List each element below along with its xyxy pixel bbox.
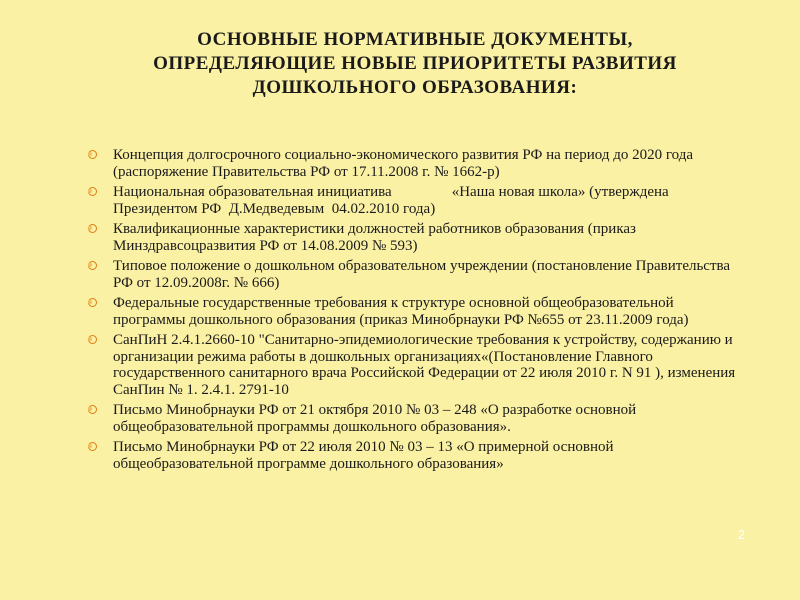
list-item — [86, 295, 736, 328]
list-item — [86, 221, 736, 254]
list-item — [86, 332, 736, 398]
bullet-circle-icon — [88, 335, 97, 344]
title-line-2: ОПРЕДЕЛЯЮЩИЕ НОВЫЕ ПРИОРИТЕТЫ РАЗВИТИЯ — [153, 53, 677, 74]
list-item — [86, 439, 736, 472]
bullet-circle-icon — [88, 405, 97, 414]
list-item-text: Квалификационные характеристики должностей работников образования (приказ Минздравсоцразвития РФ от 14.08.2009 № 593) — [113, 221, 636, 254]
bullet-circle-icon — [88, 261, 97, 270]
documents-list — [86, 147, 736, 476]
list-item — [86, 147, 736, 180]
list-item-text: Письмо Минобрнауки РФ от 21 октября 2010 № 03 – 248 «О разработке основной общеобразовательной программы дошкольного образования». — [113, 402, 637, 435]
title-line-1: ОСНОВНЫЕ НОРМАТИВНЫЕ ДОКУМЕНТЫ, — [197, 29, 633, 50]
list-item-text: Федеральные государственные требования к структуре основной общеобразовательной программы дошкольного образования (приказ Минобрнауки РФ №655 от 23.11.2009 года) — [113, 295, 689, 328]
list-item-text: Концепция долгосрочного социально-экономического развития РФ на период до 2020 года (распоряжение Правительства РФ от 17.11.2008 г. № 1662-р) — [113, 147, 693, 180]
list-item — [86, 184, 736, 217]
bullet-circle-icon — [88, 442, 97, 451]
list-item-text: СанПиН 2.4.1.2660-10 "Санитарно-эпидемиологические требования к устройству, содержанию и организации режима работы в дошкольных организациях«(Постановление Главного государственного санитарного врача Российской Федерации от 22 июля 2010 г. N 91 ), изменения СанПин № 1. 2.4.1. 2791-10 — [113, 332, 736, 398]
bullet-circle-icon — [88, 224, 97, 233]
bullet-circle-icon — [88, 298, 97, 307]
page-number: 2 — [737, 527, 745, 542]
bullet-circle-icon — [88, 150, 97, 159]
list-item-text: Национальная образовательная инициатива «Наша новая школа» (утверждена Президентом РФ Д.Медведевым 04.02.2010 года) — [113, 184, 673, 217]
list-item-text: Типовое положение о дошкольном образовательном учреждении (постановление Правительства РФ от 12.09.2008г. № 666) — [113, 258, 731, 291]
title-line-3: ДОШКОЛЬНОГО ОБРАЗОВАНИЯ: — [252, 77, 578, 98]
slide-title — [90, 28, 740, 100]
list-item — [86, 402, 736, 435]
list-item — [86, 258, 736, 291]
bullet-circle-icon — [88, 187, 97, 196]
list-item-text: Письмо Минобрнауки РФ от 22 июля 2010 № 03 – 13 «О примерной основной общеобразовательной программе дошкольного образования» — [113, 439, 614, 472]
